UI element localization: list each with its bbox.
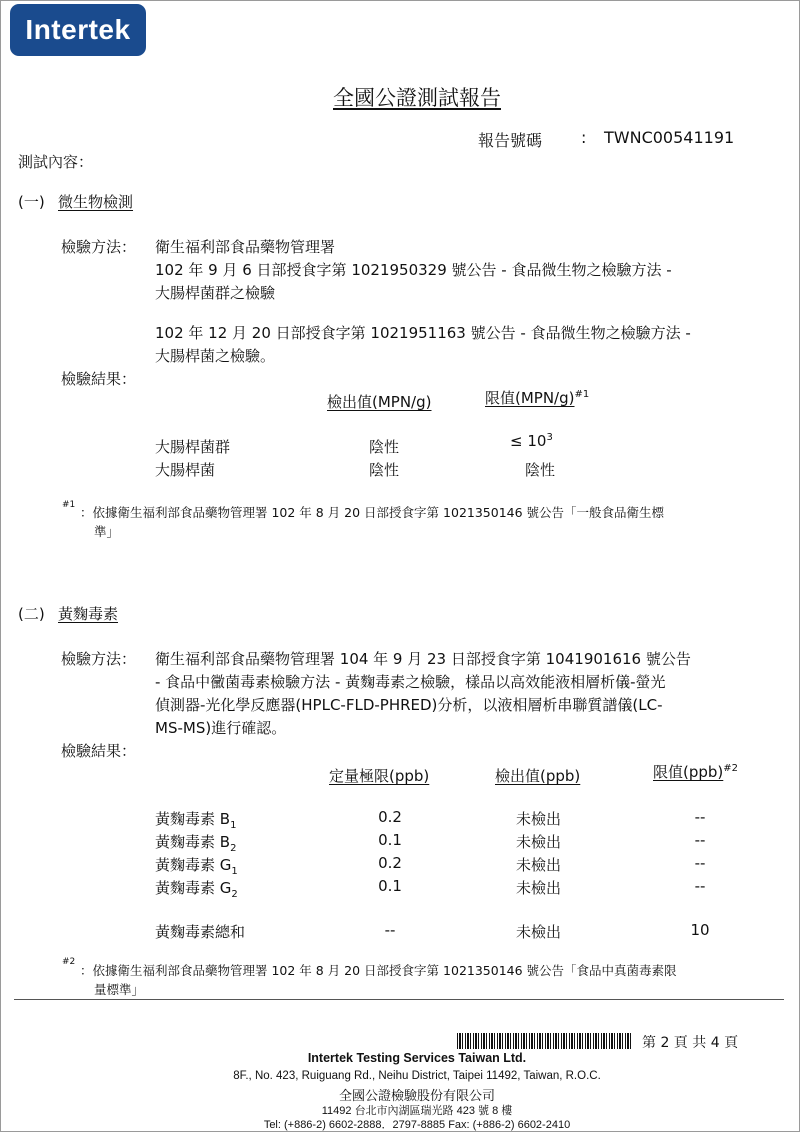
table-row-item bbox=[155, 831, 236, 854]
section1-number: (一) bbox=[18, 193, 45, 211]
total-row-item: 黃麴毒素總和 bbox=[155, 923, 246, 941]
table-row-detected: 未檢出 bbox=[516, 810, 562, 828]
section2-method-label: 檢驗方法： bbox=[61, 650, 137, 668]
total-row-limit: 10 bbox=[690, 921, 710, 939]
table-row-limit: -- bbox=[694, 808, 706, 826]
section1-method-line: 102 年 9 月 6 日部授食字第 1021950329 號公告 - 食品微生物之檢驗方法 - bbox=[155, 261, 672, 279]
section1-method-label: 檢驗方法： bbox=[61, 238, 137, 256]
section2-header-detected: 檢出值(ppb) bbox=[495, 767, 581, 785]
table-row-limit: -- bbox=[694, 854, 706, 872]
table-row-item-name: 黃麴毒素 B bbox=[155, 833, 231, 851]
table-row-limit: -- bbox=[694, 831, 706, 849]
footer-company-zh: 全國公證檢驗股份有限公司 bbox=[338, 1088, 495, 1103]
table-row-item-subscript: 2 bbox=[230, 843, 237, 854]
footnote-1-mark: #1 bbox=[62, 500, 76, 510]
table-row-loq: 0.1 bbox=[378, 877, 402, 895]
section1-method-line: 大腸桿菌群之檢驗 bbox=[155, 284, 276, 302]
table-row-item bbox=[155, 877, 238, 900]
table-row-loq: 0.2 bbox=[378, 854, 402, 872]
footnote-2-line: 量標準」 bbox=[94, 982, 145, 997]
section1-method-line: 大腸桿菌之檢驗。 bbox=[155, 347, 276, 365]
report-title: 全國公證測試報告 bbox=[333, 86, 501, 110]
report-no-value: TWNC00541191 bbox=[604, 128, 735, 147]
table-row-loq: 0.2 bbox=[378, 808, 402, 826]
section2-number: (二) bbox=[18, 605, 45, 623]
section2-header-loq: 定量極限(ppb) bbox=[329, 767, 430, 785]
table-row-item bbox=[155, 854, 238, 877]
section2-method-line: 偵測器-光化學反應器(HPLC-FLD-PHRED)分析，以液相層析串聯質譜儀(LC- bbox=[155, 696, 663, 714]
table-row-detected: 陰性 bbox=[369, 438, 400, 456]
table-row-limit-value: ≤ 10 bbox=[510, 432, 547, 450]
section1-header-detected: 檢出值(MPN/g) bbox=[327, 393, 432, 411]
section1-header-limit-footnote: #1 bbox=[574, 389, 590, 400]
barcode-image bbox=[457, 1033, 632, 1049]
section2-method-line: MS-MS)進行確認。 bbox=[155, 719, 287, 737]
table-row-detected: 陰性 bbox=[369, 461, 400, 479]
footer-phones: Tel: (+886-2) 6602-2888．2797-8885 Fax: (+886-2) 6602-2410 bbox=[263, 1119, 571, 1131]
test-content-label: 測試內容： bbox=[18, 153, 94, 171]
table-row-loq: 0.1 bbox=[378, 831, 402, 849]
table-row-item-subscript: 1 bbox=[231, 866, 238, 877]
table-row-item: 大腸桿菌 bbox=[155, 461, 216, 479]
table-row-detected: 未檢出 bbox=[516, 833, 562, 851]
footer-address-en: 8F., No. 423, Ruiguang Rd., Neihu District, Taipei 11492, Taiwan, R.O.C. bbox=[233, 1070, 601, 1082]
table-row-item-name: 黃麴毒素 G bbox=[155, 879, 232, 897]
table-row-item bbox=[155, 808, 236, 831]
table-row-limit: 陰性 bbox=[525, 461, 556, 479]
table-row-item-name: 黃麴毒素 B bbox=[155, 810, 231, 828]
footer-address-zh: 11492 台北市內湖區瑞光路 423 號 8 樓 bbox=[321, 1105, 513, 1117]
table-row-item: 大腸桿菌群 bbox=[155, 438, 231, 456]
section1-title: 微生物檢測 bbox=[58, 193, 134, 211]
section1-result-label: 檢驗結果： bbox=[61, 370, 137, 388]
footnote-2-line: ：依據衛生福利部食品藥物管理署 102 年 8 月 20 日部授食字第 1021350146 號公告「食品中真菌毒素限 bbox=[80, 963, 677, 978]
table-row-detected: 未檢出 bbox=[516, 879, 562, 897]
section1-method-line: 102 年 12 月 20 日部授食字第 1021951163 號公告 - 食品微生物之檢驗方法 - bbox=[155, 324, 691, 342]
footnote-2-mark: #2 bbox=[62, 957, 76, 967]
footnote-1-line: 準」 bbox=[94, 524, 120, 539]
section2-title: 黃麴毒素 bbox=[58, 605, 119, 623]
total-row-loq: -- bbox=[384, 921, 396, 939]
total-row-detected: 未檢出 bbox=[516, 923, 562, 941]
section2-method-line: - 食品中黴菌毒素檢驗方法 - 黃麴毒素之檢驗，樣品以高效能液相層析儀-螢光 bbox=[155, 673, 666, 691]
section1-header-limit bbox=[485, 387, 589, 408]
table-row-detected: 未檢出 bbox=[516, 856, 562, 874]
table-row-limit bbox=[510, 432, 553, 450]
footer-divider bbox=[14, 999, 784, 1000]
section2-result-label: 檢驗結果： bbox=[61, 742, 137, 760]
report-no-colon: : bbox=[581, 128, 587, 147]
section1-header-limit-text: 限值(MPN/g) bbox=[485, 389, 575, 407]
table-row-item-subscript: 1 bbox=[230, 820, 237, 831]
section2-header-limit bbox=[653, 761, 738, 782]
footer-company-en: Intertek Testing Services Taiwan Ltd. bbox=[307, 1051, 527, 1065]
section2-header-limit-text: 限值(ppb) bbox=[653, 763, 724, 781]
table-row-limit-exponent: 3 bbox=[546, 432, 553, 443]
section2-method-line: 衛生福利部食品藥物管理署 104 年 9 月 23 日部授食字第 1041901616 號公告 bbox=[155, 650, 691, 668]
section2-header-limit-footnote: #2 bbox=[723, 763, 739, 774]
page-indicator: 第 2 頁 共 4 頁 bbox=[642, 1035, 739, 1051]
table-row-limit: -- bbox=[694, 877, 706, 895]
table-row-item-name: 黃麴毒素 G bbox=[155, 856, 232, 874]
section1-method-line: 衛生福利部食品藥物管理署 bbox=[155, 238, 336, 256]
table-row-item-subscript: 2 bbox=[231, 889, 238, 900]
footnote-1-line: ：依據衛生福利部食品藥物管理署 102 年 8 月 20 日部授食字第 1021350146 號公告「一般食品衛生標 bbox=[80, 505, 665, 520]
report-no-label: 報告號碼 bbox=[478, 131, 543, 150]
intertek-logo: Intertek bbox=[10, 4, 146, 56]
